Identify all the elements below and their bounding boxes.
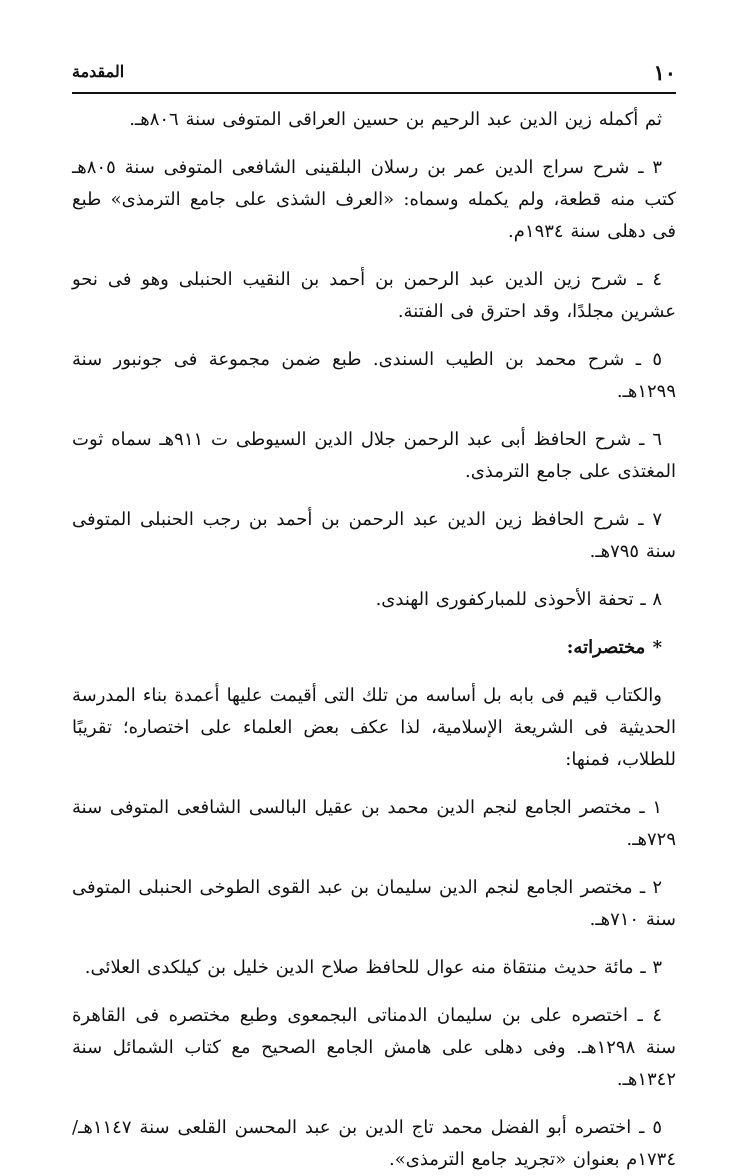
list-item-commentary-6: ٦ ـ شرح الحافظ أبى عبد الرحمن جلال الدين السيوطى ت ٩١١هـ سماه ثوت المغتذى على جامع الترمذى. — [72, 429, 676, 482]
section-title: المقدمة — [72, 62, 125, 81]
running-header — [72, 58, 676, 94]
list-item-abridgement-5: ٥ ـ اختصره أبو الفضل محمد تاج الدين بن عبد المحسن القلعى سنة ١١٤٧هـ/١٧٣٤م بعنوان «تجريد جامع الترمذى». — [72, 1117, 676, 1170]
list-item-abridgement-2: ٢ ـ مختصر الجامع لنجم الدين سليمان بن عبد القوى الطوخى الحنبلى المتوفى سنة ٧١٠هـ. — [72, 877, 676, 930]
paragraph-continuation: ثم أكمله زين الدين عبد الرحيم بن حسين العراقى المتوفى سنة ٨٠٦هـ. — [129, 109, 662, 130]
list-item-abridgement-1: ١ ـ مختصر الجامع لنجم الدين محمد بن عقيل البالسى الشافعى المتوفى سنة ٧٢٩هـ. — [72, 797, 676, 850]
list-item-commentary-4: ٤ ـ شرح زين الدين عبد الرحمن بن أحمد بن النقيب الحنبلى وهو فى نحو عشرين مجلدًا، وقد احترق فى الفتنة. — [72, 269, 676, 322]
page-body — [72, 104, 676, 1176]
list-item-commentary-8: ٨ ـ تحفة الأحوذى للمباركفورى الهندى. — [375, 589, 662, 610]
list-item-commentary-7: ٧ ـ شرح الحافظ زين الدين عبد الرحمن بن أحمد بن رجب الحنبلى المتوفى سنة ٧٩٥هـ. — [72, 509, 676, 562]
paragraph-abridgements-intro: والكتاب قيم فى بابه بل أساسه من تلك التى أقيمت عليها أعمدة بناء المدرسة الحديثية فى الشريعة الإسلامية، لذا عكف بعض العلماء على اختصاره؛ تقريبًا للطلاب، فمنها: — [72, 685, 676, 770]
list-item-abridgement-4: ٤ ـ اختصره على بن سليمان الدمناتى البجمعوى وطبع مختصره فى القاهرة سنة ١٢٩٨هـ. وفى دهلى على هامش الجامع الصحيح مع كتاب الشمائل سنة ١٣٤٢هـ. — [72, 1005, 676, 1090]
section-heading-abridgements: * مختصراته: — [566, 637, 662, 658]
list-item-commentary-5: ٥ ـ شرح محمد بن الطيب السندى. طبع ضمن مجموعة فى جونبور سنة ١٢٩٩هـ. — [72, 349, 676, 402]
book-page — [72, 58, 676, 1170]
list-item-commentary-3: ٣ ـ شرح سراج الدين عمر بن رسلان البلقينى الشافعى المتوفى سنة ٨٠٥هـ كتب منه قطعة، ولم يكمله وسماه: «العرف الشذى على جامع الترمذى» طبع فى دهلى سنة ١٩٣٤م. — [72, 157, 676, 242]
page-number: ١٠ — [653, 60, 676, 85]
list-item-abridgement-3: ٣ ـ مائة حديث منتقاة منه عوال للحافظ صلاح الدين خليل بن كيلكدى العلائى. — [84, 957, 662, 978]
